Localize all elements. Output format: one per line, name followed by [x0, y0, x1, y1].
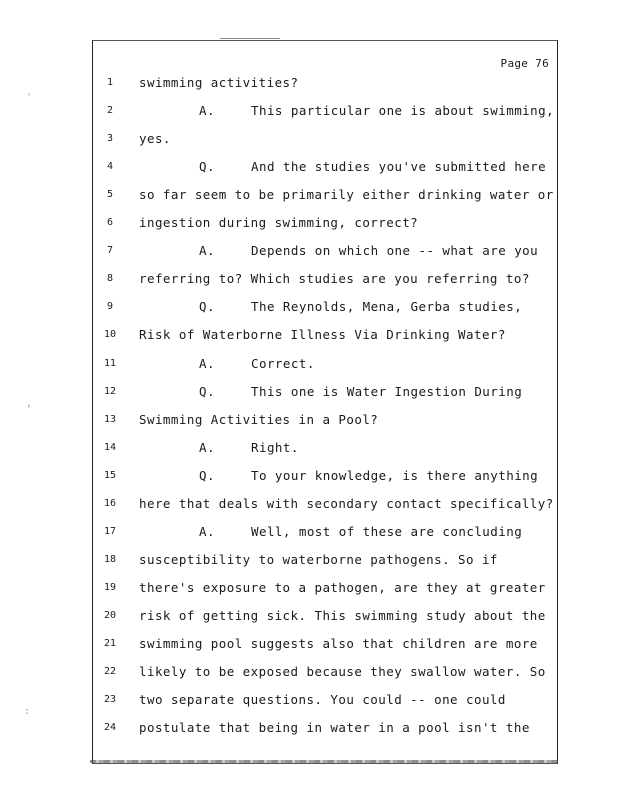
line-text	[199, 299, 522, 314]
transcript-line	[93, 384, 557, 404]
transcript-line	[93, 524, 557, 544]
transcript-line	[93, 412, 557, 432]
testimony-text: The Reynolds, Mena, Gerba studies,	[251, 299, 523, 315]
line-number: 22	[103, 666, 117, 678]
line-text	[139, 271, 530, 286]
transcript-line	[93, 468, 557, 488]
testimony-text: This particular one is about swimming,	[251, 103, 555, 119]
line-text	[139, 496, 554, 511]
testimony-text: Well, most of these are concluding	[251, 523, 523, 539]
scan-artifact-bottom	[90, 760, 558, 763]
line-text	[139, 720, 530, 735]
line-number: 20	[103, 609, 117, 621]
transcript-line	[93, 215, 557, 235]
line-number: 17	[103, 525, 117, 537]
testimony-text: susceptibility to waterborne pathogens. So if	[139, 551, 498, 567]
line-text	[199, 243, 538, 258]
line-number: 8	[106, 273, 114, 285]
transcript-line	[93, 356, 557, 376]
transcript-line	[93, 159, 557, 179]
line-text	[199, 356, 315, 371]
transcript-line	[93, 271, 557, 291]
transcript-line	[93, 75, 557, 95]
line-number: 4	[106, 161, 114, 173]
speaker-label: A.	[199, 243, 215, 259]
transcript-line	[93, 720, 557, 740]
line-text	[139, 412, 378, 427]
speaker-label: Q.	[199, 159, 215, 175]
testimony-text: so far seem to be primarily either drinking water or	[139, 187, 554, 203]
line-text	[199, 159, 546, 174]
testimony-text: postulate that being in water in a pool isn't the	[139, 720, 530, 736]
line-number: 7	[106, 245, 114, 257]
speaker-label: Q.	[199, 383, 215, 399]
line-number: 19	[103, 581, 117, 593]
transcript-line	[93, 299, 557, 319]
testimony-text: To your knowledge, is there anything	[251, 467, 539, 483]
testimony-text: Depends on which one -- what are you	[251, 243, 539, 259]
line-text	[139, 131, 171, 146]
line-number: 10	[103, 329, 117, 341]
line-number: 15	[103, 469, 117, 481]
line-number: 16	[103, 497, 117, 509]
line-number: 9	[106, 301, 114, 313]
transcript-line	[93, 131, 557, 151]
speaker-label: A.	[199, 439, 215, 455]
line-text	[199, 440, 299, 455]
line-number: 14	[103, 441, 117, 453]
line-text	[139, 75, 299, 90]
speaker-label: A.	[199, 523, 215, 539]
testimony-text: ingestion during swimming, correct?	[139, 215, 419, 231]
testimony-text: Swimming Activities in a Pool?	[139, 411, 379, 427]
line-text	[139, 692, 506, 707]
transcript-line	[93, 608, 557, 628]
speaker-label: Q.	[199, 467, 215, 483]
transcript-line	[93, 187, 557, 207]
testimony-text: This one is Water Ingestion During	[251, 383, 523, 399]
transcript-line	[93, 664, 557, 684]
line-text	[139, 580, 546, 595]
testimony-text: here that deals with secondary contact specifically?	[139, 495, 554, 511]
speaker-label: A.	[199, 103, 215, 119]
line-text	[139, 664, 546, 679]
line-text	[139, 608, 546, 623]
line-number: 13	[103, 413, 117, 425]
testimony-text: Risk of Waterborne Illness Via Drinking Water?	[139, 327, 506, 343]
line-number: 18	[103, 553, 117, 565]
transcript-line	[93, 327, 557, 347]
testimony-text: swimming activities?	[139, 75, 299, 90]
transcript-line	[93, 243, 557, 263]
line-text	[199, 384, 522, 399]
transcript-line	[93, 636, 557, 656]
testimony-text: Correct.	[251, 355, 315, 371]
line-text	[139, 187, 554, 202]
line-number: 21	[103, 638, 117, 649]
line-number: 3	[106, 133, 114, 145]
line-number: 12	[103, 385, 117, 397]
speaker-label: A.	[199, 355, 215, 371]
testimony-text: two separate questions. You could -- one could	[139, 692, 506, 708]
line-number: 5	[106, 189, 114, 201]
line-text	[199, 468, 538, 483]
line-text	[139, 327, 506, 342]
page-number: Page 76	[500, 57, 549, 70]
testimony-text: there's exposure to a pathogen, are they at greater	[139, 579, 546, 595]
margin-mark: ,	[26, 398, 33, 409]
testimony-text: swimming pool suggests also that children are more	[139, 636, 538, 651]
scan-artifact-top	[220, 38, 280, 39]
line-text	[139, 215, 418, 230]
testimony-text: And the studies you've submitted here	[251, 159, 547, 175]
testimony-text: yes.	[139, 131, 171, 147]
line-number: 11	[103, 357, 117, 369]
line-text	[199, 524, 522, 539]
margin-mark: :	[24, 706, 31, 717]
transcript-line	[93, 580, 557, 600]
speaker-label: Q.	[199, 299, 215, 315]
transcript-line	[93, 103, 557, 123]
testimony-text: risk of getting sick. This swimming study about the	[139, 607, 546, 623]
transcript-line	[93, 692, 557, 712]
line-number: 1	[106, 77, 114, 88]
line-number: 24	[103, 722, 117, 734]
line-number: 23	[103, 694, 117, 706]
transcript-page	[92, 40, 558, 764]
transcript-line	[93, 440, 557, 460]
testimony-text: Right.	[251, 439, 299, 455]
transcript-line	[93, 496, 557, 516]
line-text	[139, 636, 538, 651]
line-text	[199, 103, 554, 118]
line-text	[139, 552, 498, 567]
transcript-line	[93, 552, 557, 572]
testimony-text: likely to be exposed because they swallow water. So	[139, 664, 546, 680]
margin-mark: '	[26, 92, 33, 103]
testimony-text: referring to? Which studies are you referring to?	[139, 271, 530, 287]
line-number: 2	[106, 105, 114, 117]
line-number: 6	[106, 217, 114, 229]
